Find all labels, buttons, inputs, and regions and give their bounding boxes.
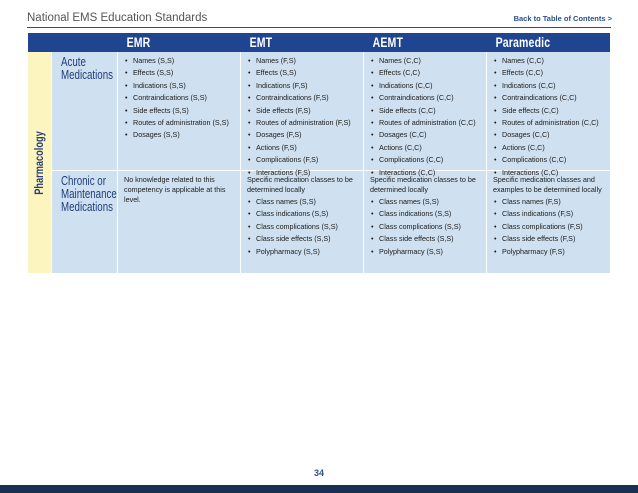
bullet-list [493, 197, 606, 257]
list-item: • Class indications (S,S) [370, 209, 482, 219]
table-rows [52, 52, 610, 274]
cell-intro: Specific medication classes to be determined locally [370, 175, 476, 194]
cell-emr [118, 52, 241, 170]
bullet-list [247, 197, 359, 257]
bullet-list [493, 56, 606, 178]
list-item: • Dosages (C,C) [493, 130, 606, 140]
header-corner [28, 33, 118, 52]
cell-aemt [364, 171, 487, 273]
list-item: • Interactions (C,C) [370, 168, 482, 178]
list-item: • Class indications (F,S) [493, 209, 606, 219]
list-item: • Indications (C,C) [370, 81, 482, 91]
table-body [28, 52, 610, 274]
list-item: • Effects (S,S) [124, 68, 236, 78]
list-item: • Actions (F,S) [247, 143, 359, 153]
list-item: • Routes of administration (S,S) [124, 118, 236, 128]
cell-intro: No knowledge related to this competency is applicable at this level. [124, 175, 226, 204]
section-label [28, 52, 52, 273]
cell-intro: Specific medication classes to be determined locally [247, 175, 353, 194]
column-header-paramedic: Paramedic [495, 35, 551, 50]
table-row [52, 171, 610, 274]
column-header-emr: EMR [126, 35, 151, 50]
list-item: • Effects (S,S) [247, 68, 359, 78]
back-to-toc-link[interactable]: Back to Table of Contents > [513, 14, 612, 23]
list-item: • Dosages (F,S) [247, 130, 359, 140]
row-label-line: Medications [61, 200, 114, 214]
list-item: • Indications (C,C) [493, 81, 606, 91]
list-item: • Contraindications (S,S) [124, 93, 236, 103]
row-label-line: Acute [61, 55, 86, 69]
bullet-list [370, 197, 482, 257]
list-item: • Names (C,C) [493, 56, 606, 66]
list-item: • Side effects (S,S) [124, 106, 236, 116]
row-label [52, 52, 118, 170]
row-label [52, 171, 118, 273]
list-item: • Names (S,S) [124, 56, 236, 66]
cell-emr [118, 171, 241, 273]
list-item: • Polypharmacy (S,S) [370, 247, 482, 257]
list-item: • Interactions (C,C) [493, 168, 606, 178]
list-item: • Dosages (C,C) [370, 130, 482, 140]
row-label-line: Maintenance [61, 187, 117, 201]
standards-table [28, 33, 610, 274]
list-item: • Indications (F,S) [247, 81, 359, 91]
list-item: • Actions (C,C) [370, 143, 482, 153]
list-item: • Side effects (C,C) [370, 106, 482, 116]
list-item: • Effects (C,C) [493, 68, 606, 78]
document-title: National EMS Education Standards [27, 12, 208, 24]
row-label-line: Chronic or [61, 174, 106, 188]
footer-bar [0, 485, 638, 493]
list-item: • Class names (F,S) [493, 197, 606, 207]
list-item: • Complications (C,C) [370, 155, 482, 165]
row-label-line: Medications [61, 68, 114, 82]
list-item: • Class indications (S,S) [247, 209, 359, 219]
table-row [52, 52, 610, 177]
cell-emt [241, 171, 364, 273]
list-item: • Names (C,C) [370, 56, 482, 66]
cell-aemt [364, 52, 487, 177]
list-item: • Class side effects (F,S) [493, 234, 606, 244]
cell-paramedic [487, 52, 610, 177]
header-rule [27, 27, 611, 28]
list-item: • Routes of administration (C,C) [493, 118, 606, 128]
cell-emt [241, 52, 364, 177]
list-item: • Complications (C,C) [493, 155, 606, 165]
list-item: • Class side effects (S,S) [370, 234, 482, 244]
table-header-row [28, 33, 610, 52]
list-item: • Interactions (F,S) [247, 168, 359, 178]
list-item: • Class complications (S,S) [247, 222, 359, 232]
cell-paramedic [487, 171, 610, 273]
list-item: • Class complications (S,S) [370, 222, 482, 232]
list-item: • Effects (C,C) [370, 68, 482, 78]
bullet-list [124, 56, 236, 140]
bullet-list [370, 56, 482, 178]
column-header-aemt: AEMT [372, 35, 404, 50]
list-item: • Class side effects (S,S) [247, 234, 359, 244]
list-item: • Class names (S,S) [247, 197, 359, 207]
list-item: • Contraindications (C,C) [370, 93, 482, 103]
list-item: • Polypharmacy (S,S) [247, 247, 359, 257]
list-item: • Class complications (F,S) [493, 222, 606, 232]
column-header-emt: EMT [249, 35, 273, 50]
list-item: • Contraindications (F,S) [247, 93, 359, 103]
list-item: • Names (F,S) [247, 56, 359, 66]
bullet-list [247, 56, 359, 178]
list-item: • Side effects (C,C) [493, 106, 606, 116]
list-item: • Side effects (F,S) [247, 106, 359, 116]
list-item: • Class names (S,S) [370, 197, 482, 207]
list-item: • Routes of administration (F,S) [247, 118, 359, 128]
page-number: 34 [313, 468, 324, 478]
list-item: • Actions (C,C) [493, 143, 606, 153]
section-label-text: Pharmacology [33, 130, 46, 195]
list-item: • Routes of administration (C,C) [370, 118, 482, 128]
list-item: • Polypharmacy (F,S) [493, 247, 606, 257]
list-item: • Dosages (S,S) [124, 130, 236, 140]
list-item: • Complications (F,S) [247, 155, 359, 165]
list-item: • Contraindications (C,C) [493, 93, 606, 103]
cell-intro: Specific medication classes and examples to be determined locally [493, 175, 602, 194]
list-item: • Indications (S,S) [124, 81, 236, 91]
